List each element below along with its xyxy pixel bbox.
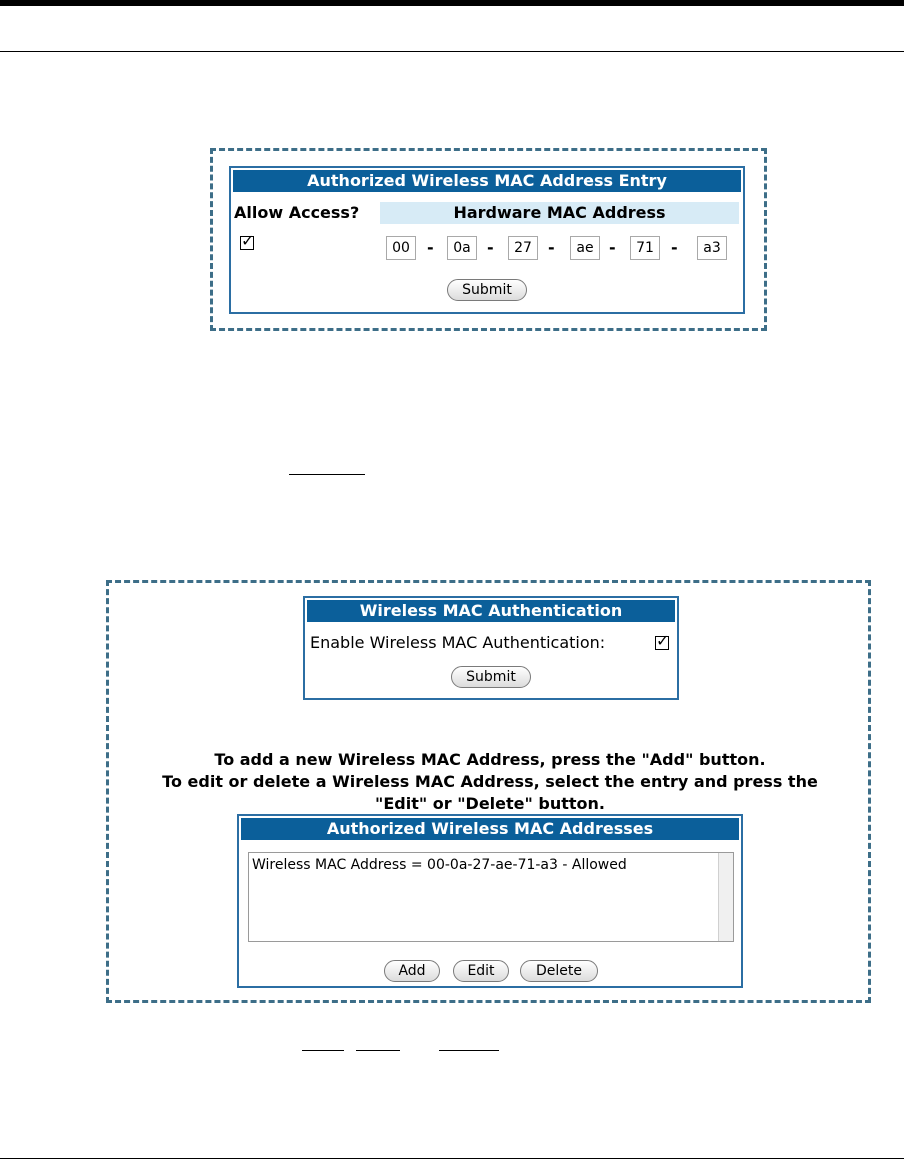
footer-rule bbox=[0, 1158, 904, 1159]
mac-list-title: Authorized Wireless MAC Addresses bbox=[241, 818, 739, 840]
auth-submit-button[interactable]: Submit bbox=[451, 666, 531, 688]
mac-octet-2[interactable]: 0a bbox=[447, 236, 477, 260]
instructions-line-1: To add a new Wireless MAC Address, press the "Add" button. bbox=[214, 750, 766, 769]
header-rule bbox=[0, 51, 904, 52]
mac-address-listbox[interactable] bbox=[248, 852, 734, 942]
enable-mac-auth-label: Enable Wireless MAC Authentication: bbox=[310, 633, 606, 652]
add-button[interactable]: Add bbox=[384, 960, 440, 982]
mac-octet-4[interactable]: ae bbox=[570, 236, 600, 260]
mac-octet-5[interactable]: 71 bbox=[630, 236, 660, 260]
top-bar bbox=[0, 0, 904, 6]
mac-entry-title: Authorized Wireless MAC Address Entry bbox=[233, 170, 741, 192]
entry-submit-button[interactable]: Submit bbox=[447, 279, 527, 301]
mac-separator: - bbox=[671, 238, 678, 257]
link-underline bbox=[289, 474, 365, 475]
mac-separator: - bbox=[427, 238, 434, 257]
mac-auth-title: Wireless MAC Authentication bbox=[307, 600, 675, 622]
mac-separator: - bbox=[487, 238, 494, 257]
instructions-line-2: To edit or delete a Wireless MAC Address, select the entry and press the bbox=[162, 772, 818, 791]
enable-mac-auth-checkbox[interactable] bbox=[655, 636, 669, 650]
mac-list-panel bbox=[237, 814, 743, 988]
mac-octet-3[interactable]: 27 bbox=[508, 236, 538, 260]
hardware-mac-header: Hardware MAC Address bbox=[380, 202, 739, 224]
list-item[interactable]: Wireless MAC Address = 00-0a-27-ae-71-a3 - Allowed bbox=[252, 857, 627, 873]
instructions-text bbox=[110, 749, 870, 815]
mac-octet-6[interactable]: a3 bbox=[697, 236, 727, 260]
allow-access-checkbox[interactable] bbox=[240, 236, 254, 250]
edit-button[interactable]: Edit bbox=[453, 960, 509, 982]
link-underline bbox=[302, 1050, 344, 1051]
mac-separator: - bbox=[548, 238, 555, 257]
instructions-line-3: "Edit" or "Delete" button. bbox=[374, 794, 606, 813]
link-underline bbox=[356, 1050, 400, 1051]
mac-entry-panel bbox=[229, 166, 745, 314]
listbox-scrollbar[interactable] bbox=[718, 853, 733, 941]
mac-octet-1[interactable]: 00 bbox=[386, 236, 416, 260]
link-underline bbox=[439, 1050, 499, 1051]
mac-separator: - bbox=[609, 238, 616, 257]
allow-access-header: Allow Access? bbox=[234, 203, 360, 222]
delete-button[interactable]: Delete bbox=[520, 960, 598, 982]
mac-auth-panel bbox=[303, 596, 679, 700]
